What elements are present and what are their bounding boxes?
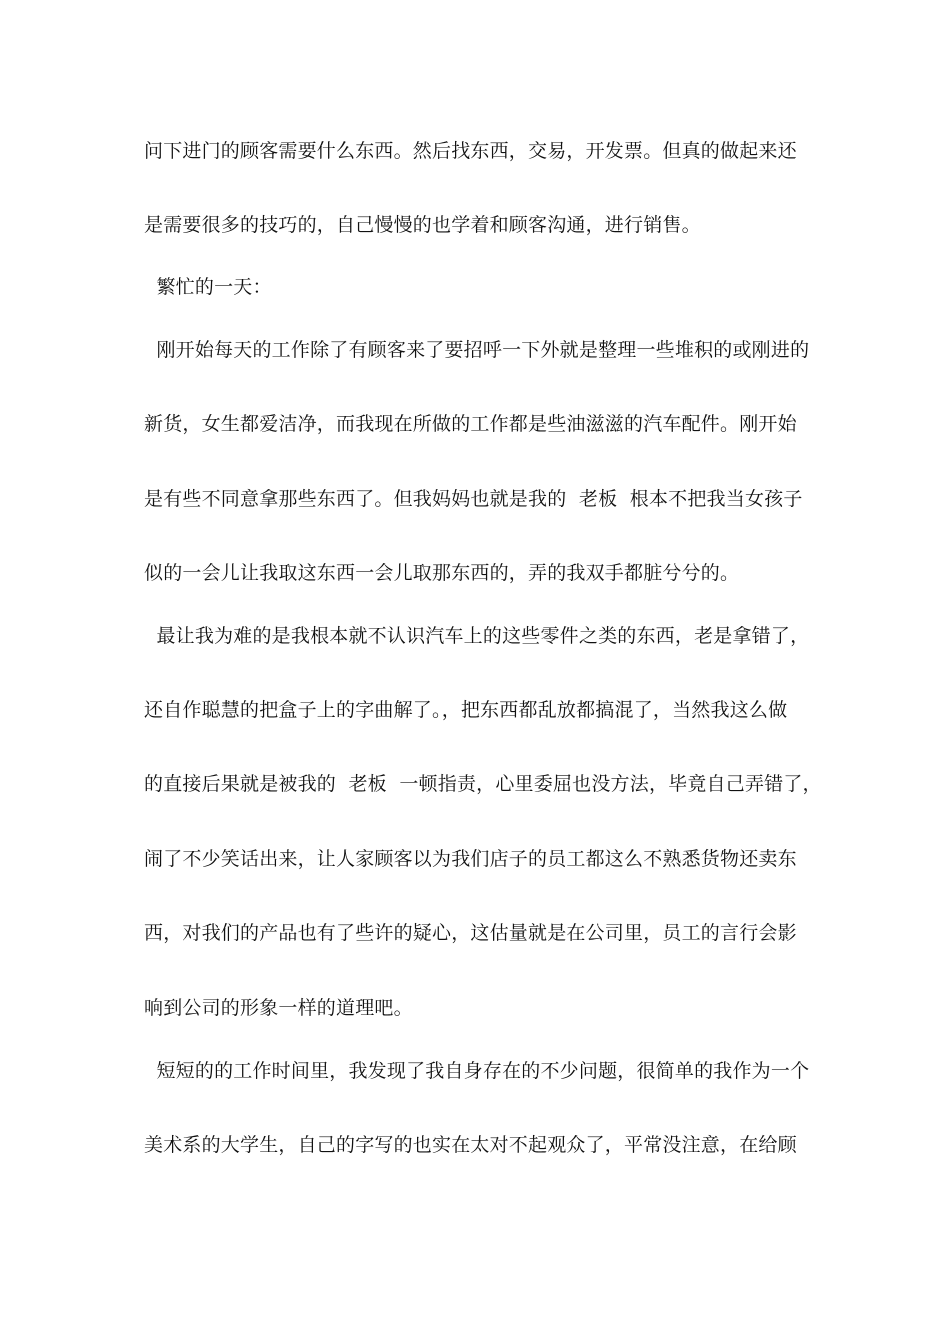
text-line: 新货，女生都爱洁净，而我现在所做的工作都是些油滋滋的汽车配件。刚开始 bbox=[144, 413, 797, 435]
text-line: 是需要很多的技巧的，自己慢慢的也学着和顾客沟通，进行销售。 bbox=[144, 214, 701, 236]
text-line: 似的一会儿让我取这东西一会儿取那东西的，弄的我双手都脏兮兮的。 bbox=[144, 562, 740, 584]
text-line: 最让我为难的是我根本就不认识汽车上的这些零件之类的东西，老是拿错了， bbox=[144, 625, 810, 647]
text-line: 问下进门的顾客需要什么东西。然后找东西，交易，开发票。但真的做起来还 bbox=[144, 140, 797, 162]
text-line: 刚开始每天的工作除了有顾客来了要招呼一下外就是整理一些堆积的或刚进的 bbox=[144, 339, 810, 361]
text-line: 响到公司的形象一样的道理吧。 bbox=[144, 997, 413, 1019]
text-line: 的直接后果就是被我的 老板 一顿指责，心里委屈也没方法，毕竟自己弄错了， bbox=[144, 773, 822, 795]
text-line: 西，对我们的产品也有了些许的疑心，这估量就是在公司里，员工的言行会影 bbox=[144, 922, 797, 944]
text-line: 闹了不少笑话出来，让人家顾客以为我们店子的员工都这么不熟悉货物还卖东 bbox=[144, 848, 797, 870]
text-line: 美术系的大学生，自己的字写的也实在太对不起观众了，平常没注意，在给顾 bbox=[144, 1134, 797, 1156]
text-line: 是有些不同意拿那些东西了。但我妈妈也就是我的 老板 根本不把我当女孩子 bbox=[144, 488, 803, 510]
text-line: 短短的的工作时间里，我发现了我自身存在的不少问题，很简单的我作为一个 bbox=[144, 1060, 810, 1082]
text-line: 还自作聪慧的把盒子上的字曲解了。，把东西都乱放都搞混了，当然我这么做 bbox=[144, 699, 788, 721]
section-heading: 繁忙的一天： bbox=[144, 276, 272, 298]
